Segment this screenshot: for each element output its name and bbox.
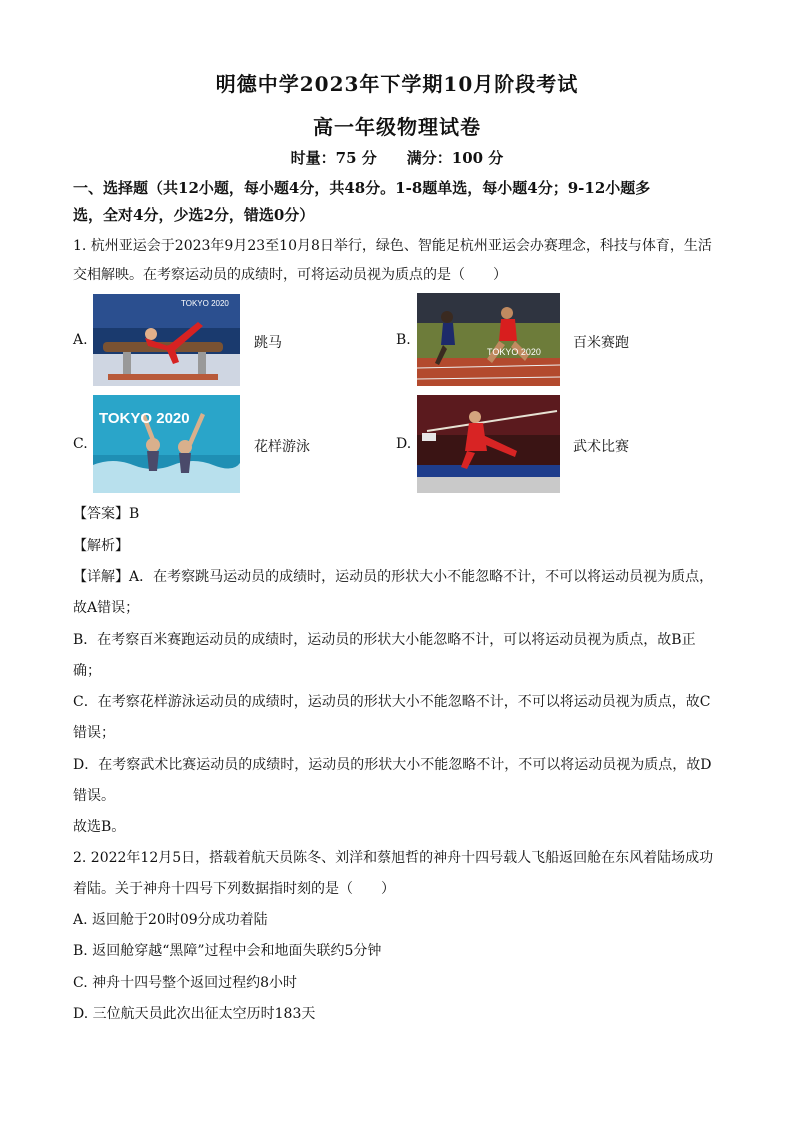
- q1-option-d-letter: D.: [396, 436, 412, 452]
- q1-option-b-label: 百米赛跑: [573, 335, 629, 351]
- photo-sprint: [417, 293, 560, 386]
- photo-pommel-horse: [93, 294, 240, 386]
- q1-stem-line2: 交相解映。在考察运动员的成绩时，可将运动员视为质点的是（ ）: [73, 267, 507, 283]
- q2-option-d: D. 三位航天员此次出征太空历时183天: [73, 1006, 316, 1022]
- q1-detail-line: B．在考察百米赛跑运动员的成绩时，运动员的形状大小能忽略不计，可以将运动员视为质点，故B正: [73, 632, 696, 648]
- q1-answer: 【答案】B: [73, 506, 140, 522]
- q2-option-c: C. 神舟十四号整个返回过程约8小时: [73, 975, 298, 991]
- photo-b-logo-text: TOKYO 2020: [487, 347, 541, 357]
- q2-option-b: B. 返回舱穿越“黑障”过程中会和地面失联约5分钟: [73, 943, 382, 959]
- q2-stem-line2: 着陆。关于神舟十四号下列数据指时刻的是（ ）: [73, 881, 395, 897]
- photo-artistic-swimming: [93, 395, 240, 493]
- exam-title: 明德中学2023年下学期10月阶段考试: [215, 72, 579, 96]
- q1-detail-line: 错误。: [73, 788, 115, 804]
- q1-detail-line: 故选B。: [73, 819, 126, 835]
- q1-detail-line: 【详解】A．在考察跳马运动员的成绩时，运动员的形状大小不能忽略不计，不可以将运动员视为质点，: [73, 569, 714, 585]
- q2-stem-line1: 2. 2022年12月5日，搭载着航天员陈冬、刘洋和蔡旭哲的神舟十四号载人飞船返回舱在东风着陆场成功: [73, 850, 714, 866]
- photo-c-logo-text: TOKYO 2020: [99, 410, 190, 427]
- q1-option-d-label: 武术比赛: [573, 439, 629, 455]
- photo-a-logo-text: TOKYO 2020: [181, 299, 229, 308]
- q1-analysis-title: 【解析】: [73, 538, 129, 554]
- exam-subtitle: 高一年级物理试卷: [313, 115, 481, 139]
- section-heading-line1: 一、选择题（共12小题，每小题4分，共48分。1-8题单选，每小题4分；9-12小题多: [73, 179, 651, 197]
- q1-option-c-label: 花样游泳: [254, 439, 310, 455]
- q1-detail-line: 故A错误；: [73, 600, 140, 616]
- q1-option-c-letter: C.: [73, 436, 88, 452]
- q1-option-a-letter: A.: [73, 332, 88, 348]
- q1-stem-line1: 1. 杭州亚运会于2023年9月23至10月8日举行，绿色、智能足杭州亚运会办赛理念，科技与体育，生活: [73, 238, 712, 254]
- q1-option-a-label: 跳马: [254, 335, 282, 351]
- exam-meta: 时量：75 分 满分：100 分: [290, 149, 504, 167]
- q1-detail-line: 错误；: [73, 725, 115, 741]
- section-heading-line2: 选，全对4分，少选2分，错选0分）: [73, 206, 315, 224]
- q1-detail-line: D．在考察武术比赛运动员的成绩时，运动员的形状大小不能忽略不计，不可以将运动员视为质点，故D: [73, 757, 712, 773]
- q1-option-b-letter: B.: [396, 332, 411, 348]
- q1-detail-line: 确；: [73, 663, 101, 679]
- q2-option-a: A. 返回舱于20时09分成功着陆: [73, 912, 268, 928]
- photo-wushu: [417, 395, 560, 493]
- q1-detail-line: C．在考察花样游泳运动员的成绩时，运动员的形状大小不能忽略不计，不可以将运动员视为质点，故C: [73, 694, 711, 710]
